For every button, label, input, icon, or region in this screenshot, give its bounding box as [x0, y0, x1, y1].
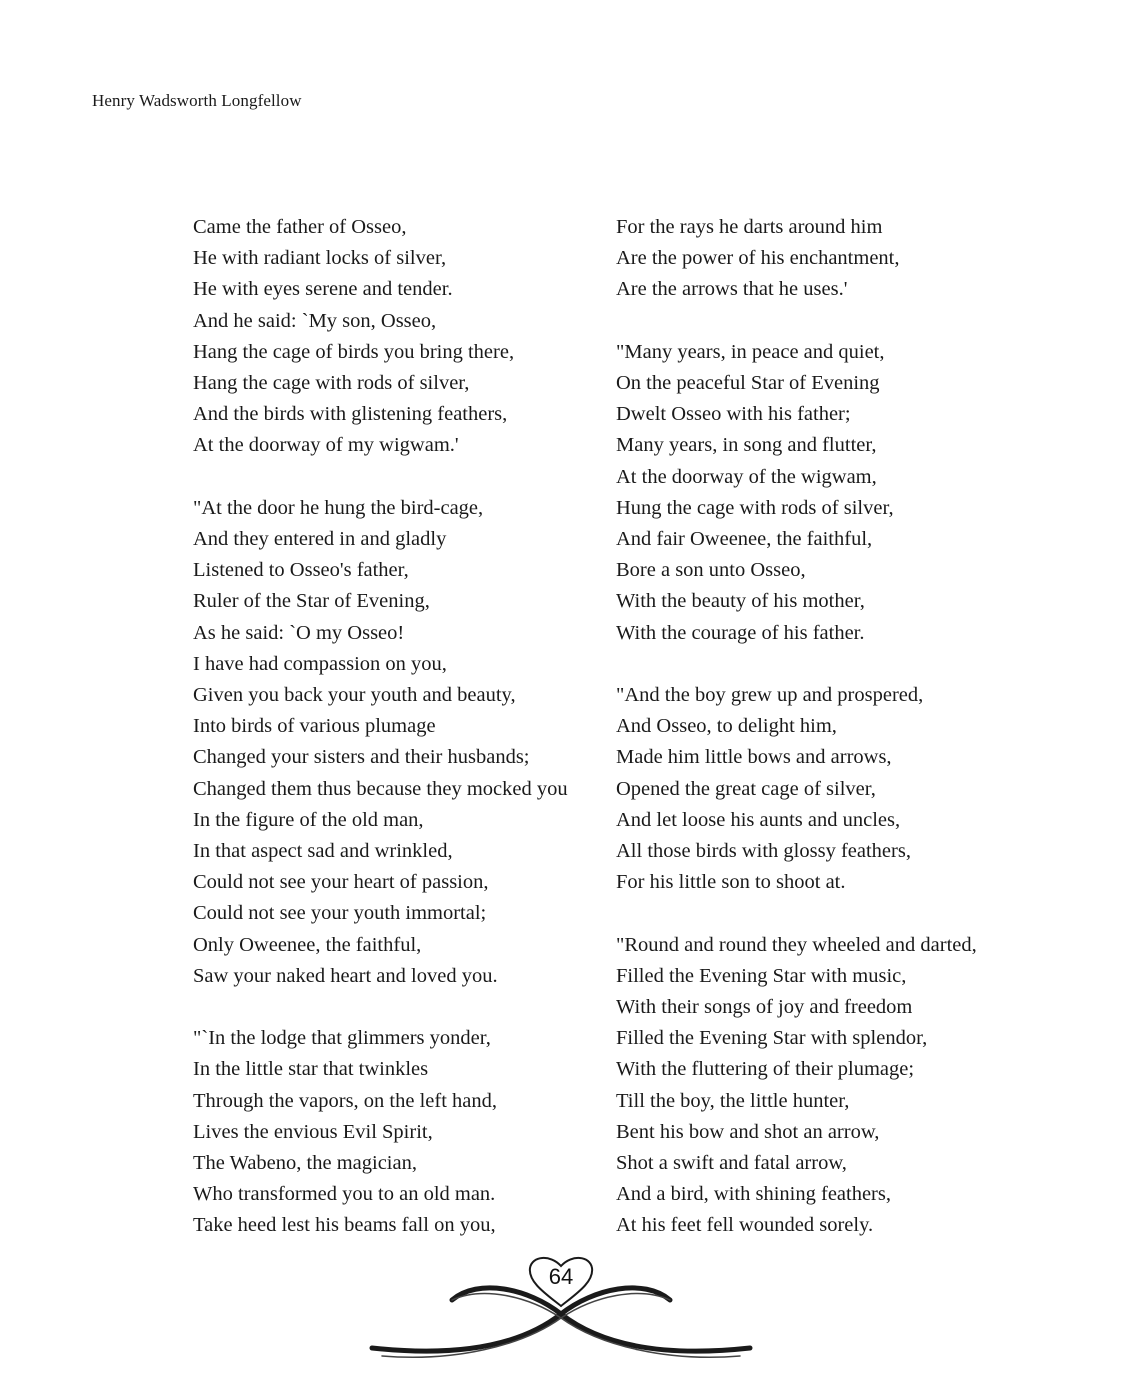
verse-line: Only Oweenee, the faithful,	[193, 933, 422, 956]
verse-line: Take heed lest his beams fall on you,	[193, 1214, 496, 1237]
verse-line: With the beauty of his mother,	[616, 590, 865, 613]
stanza	[193, 212, 613, 462]
verse-line: Changed them thus because they mocked you	[193, 777, 568, 800]
verse-line: Given you back your youth and beauty,	[193, 684, 516, 707]
verse-line: Could not see your youth immortal;	[193, 902, 487, 925]
verse-line: Filled the Evening Star with music,	[616, 964, 907, 987]
stanza	[616, 680, 1036, 898]
verse-line: And let loose his aunts and uncles,	[616, 808, 901, 831]
verse-line: Opened the great cage of silver,	[616, 777, 876, 800]
verse-line: Are the arrows that he uses.'	[616, 278, 848, 301]
verse-line: In that aspect sad and wrinkled,	[193, 840, 453, 863]
verse-line: "`In the lodge that glimmers yonder,	[193, 1027, 491, 1050]
verse-line: Filled the Evening Star with splendor,	[616, 1027, 928, 1050]
verse-line: For his little son to shoot at.	[616, 871, 846, 894]
verse-line: "Many years, in peace and quiet,	[616, 340, 885, 363]
verse-line: He with radiant locks of silver,	[193, 247, 447, 270]
stanza	[193, 1023, 613, 1241]
verse-line: Shot a swift and fatal arrow,	[616, 1152, 847, 1175]
verse-line: As he said: `O my Osseo!	[193, 621, 405, 644]
verse-line: "At the door he hung the bird-cage,	[193, 496, 484, 519]
verse-line: Ruler of the Star of Evening,	[193, 590, 430, 613]
verse-line: For the rays he darts around him	[616, 216, 883, 238]
verse-line: In the little star that twinkles	[193, 1058, 429, 1081]
verse-line: Bent his bow and shot an arrow,	[616, 1120, 880, 1143]
stanza	[616, 337, 1036, 649]
poem-column-left	[193, 212, 613, 1273]
verse-line: And he said: `My son, Osseo,	[193, 309, 437, 332]
running-header-author: Henry Wadsworth Longfellow	[92, 91, 302, 110]
verse-line: Came the father of Osseo,	[193, 216, 407, 238]
verse-line: Hang the cage with rods of silver,	[193, 372, 470, 395]
verse-line: Who transformed you to an old man.	[193, 1183, 496, 1206]
verse-line: Dwelt Osseo with his father;	[616, 403, 851, 426]
verse-line: He with eyes serene and tender.	[193, 278, 453, 301]
page-number: 64	[548, 1264, 574, 1289]
verse-line: Bore a son unto Osseo,	[616, 559, 806, 582]
poem-column-right	[616, 212, 1036, 1273]
verse-line: Through the vapors, on the left hand,	[193, 1089, 498, 1112]
verse-line: With their songs of joy and freedom	[616, 996, 913, 1019]
verse-line: And fair Oweenee, the faithful,	[616, 528, 873, 551]
verse-line: Listened to Osseo's father,	[193, 559, 409, 582]
verse-line: With the courage of his father.	[616, 621, 865, 644]
verse-line: With the fluttering of their plumage;	[616, 1058, 915, 1081]
verse-line: I have had compassion on you,	[193, 652, 447, 675]
verse-line: Into birds of various plumage	[193, 715, 436, 738]
verse-line: "And the boy grew up and prospered,	[616, 684, 924, 707]
verse-line: Hang the cage of birds you bring there,	[193, 340, 515, 363]
verse-line: In the figure of the old man,	[193, 808, 424, 831]
verse-line: Are the power of his enchantment,	[616, 247, 900, 270]
verse-line: And Osseo, to delight him,	[616, 715, 837, 738]
verse-line: Changed your sisters and their husbands;	[193, 746, 530, 769]
verse-line: And they entered in and gladly	[193, 528, 447, 551]
verse-line: On the peaceful Star of Evening	[616, 372, 880, 394]
verse-line: Many years, in song and flutter,	[616, 434, 877, 457]
verse-line: "Round and round they wheeled and darted,	[616, 933, 977, 956]
verse-line: All those birds with glossy feathers,	[616, 840, 911, 863]
verse-line: At the doorway of the wigwam,	[616, 465, 877, 488]
verse-line: And a bird, with shining feathers,	[616, 1183, 891, 1206]
verse-line: And the birds with glistening feathers,	[193, 403, 508, 426]
stanza	[616, 212, 1036, 306]
verse-line: Hung the cage with rods of silver,	[616, 496, 894, 519]
verse-line: The Wabeno, the magician,	[193, 1152, 417, 1175]
stanza	[193, 493, 613, 992]
verse-line: Could not see your heart of passion,	[193, 871, 489, 894]
verse-line: At his feet fell wounded sorely.	[616, 1214, 874, 1237]
verse-line: Saw your naked heart and loved you.	[193, 964, 498, 987]
stanza	[616, 930, 1036, 1242]
verse-line: Till the boy, the little hunter,	[616, 1089, 850, 1112]
verse-line: At the doorway of my wigwam.'	[193, 434, 459, 457]
verse-line: Made him little bows and arrows,	[616, 746, 892, 769]
verse-line: Lives the envious Evil Spirit,	[193, 1120, 433, 1143]
